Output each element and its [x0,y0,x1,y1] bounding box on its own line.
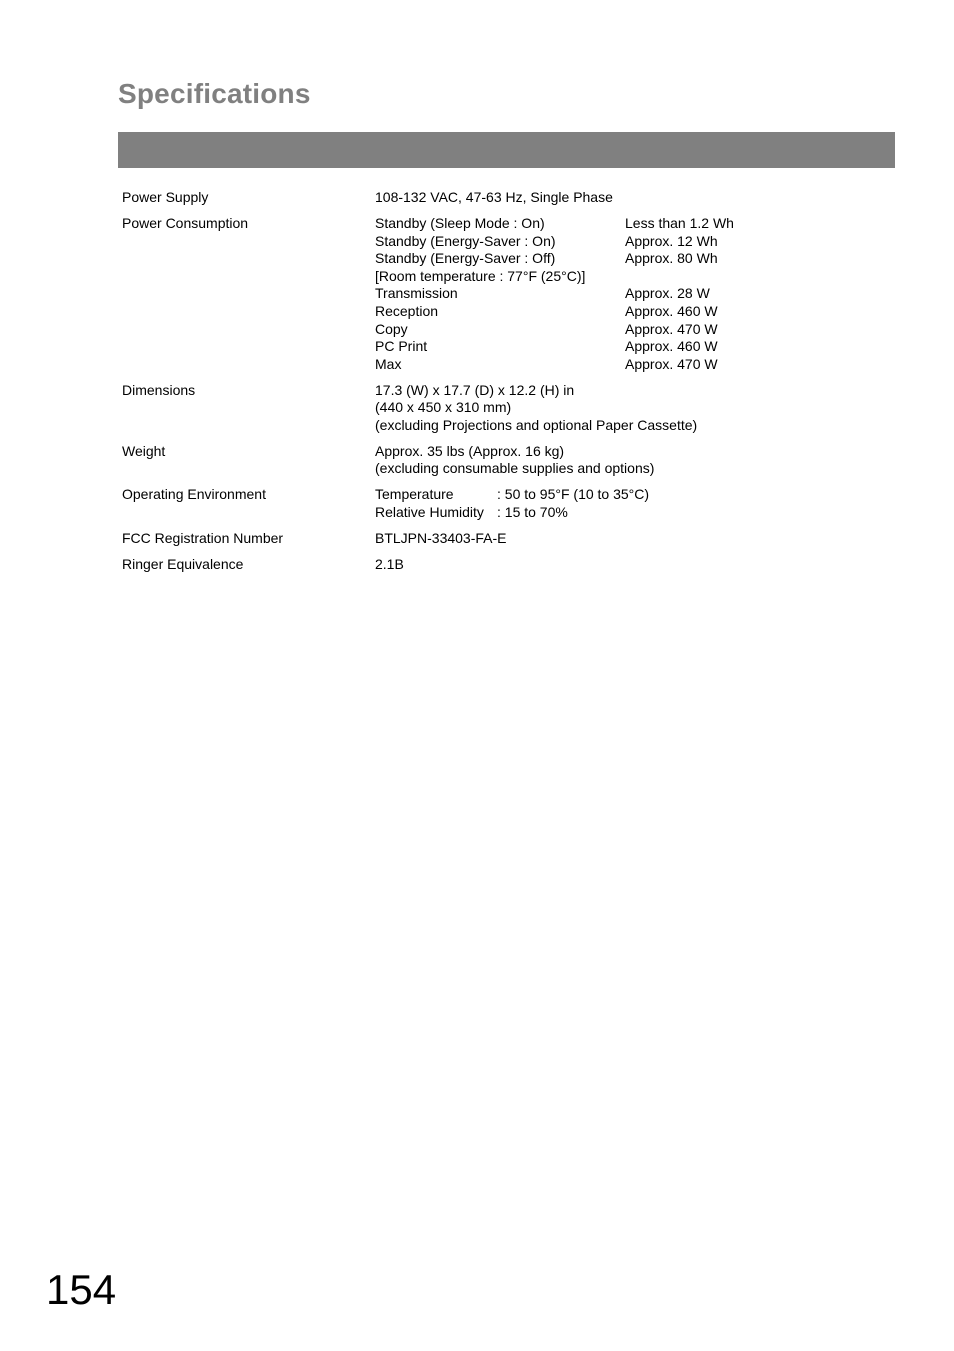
consumption-item [375,233,882,251]
consumption-mode: Standby (Energy-Saver : On) [375,232,556,249]
consumption-value: Approx. 80 Wh [625,250,718,267]
consumption-mode: Reception [375,302,439,319]
consumption-value: Approx. 460 W [625,338,718,355]
spec-value-line: (excluding consumable supplies and options) [375,460,655,477]
consumption-item [375,321,882,339]
spec-label: Ringer Equivalence [122,556,244,573]
spec-label: FCC Registration Number [122,530,284,547]
spec-value-line: (excluding Projections and optional Paper Cassette) [375,416,698,433]
environment-name: Temperature [375,486,454,503]
consumption-value: Approx. 470 W [625,355,718,372]
spec-row-fcc-registration [122,530,882,548]
spec-label: Power Consumption [122,214,249,231]
spec-label: Operating Environment [122,486,266,503]
section-header-bar [118,132,895,168]
spec-value-line: 2.1B [375,556,404,573]
consumption-mode: Standby (Energy-Saver : Off) [375,250,556,267]
spec-row-power-supply [122,189,882,207]
page-number: 154 [46,1266,117,1313]
consumption-item [375,356,882,374]
consumption-value: Approx. 28 W [625,285,710,302]
consumption-mode: PC Print [375,338,428,355]
consumption-item [375,268,882,286]
spec-value [375,382,882,435]
spec-value [375,486,882,521]
specifications-table [122,189,882,582]
spec-value-line: Approx. 35 lbs (Approx. 16 kg) [375,442,565,459]
spec-value [375,189,882,207]
environment-item [375,486,882,504]
spec-row-weight [122,443,882,478]
consumption-item [375,285,882,303]
spec-value-line: (440 x 450 x 310 mm) [375,399,512,416]
consumption-item [375,303,882,321]
consumption-mode: [Room temperature : 77°F (25°C)] [375,267,586,284]
environment-value: : 50 to 95°F (10 to 35°C) [497,486,650,503]
spec-row-operating-environment [122,486,882,521]
environment-item [375,504,882,522]
consumption-item [375,250,882,268]
page-title: Specifications [118,78,311,109]
spec-row-power-consumption [122,215,882,373]
spec-label: Weight [122,442,166,459]
spec-label: Dimensions [122,381,196,398]
consumption-mode: Max [375,355,402,372]
spec-label: Power Supply [122,189,209,205]
spec-value [375,530,882,548]
consumption-item [375,338,882,356]
spec-value-line: 108-132 VAC, 47-63 Hz, Single Phase [375,189,613,205]
consumption-item [375,215,882,233]
environment-name: Relative Humidity [375,504,484,521]
consumption-mode: Standby (Sleep Mode : On) [375,214,545,231]
spec-value [375,443,882,478]
consumption-mode: Copy [375,320,408,337]
spec-row-dimensions [122,382,882,435]
consumption-value: Approx. 470 W [625,320,718,337]
spec-row-ringer-equivalence [122,556,882,574]
consumption-value: Approx. 460 W [625,302,718,319]
spec-value-line: BTLJPN-33403-FA-E [375,530,507,547]
spec-value-line: 17.3 (W) x 17.7 (D) x 12.2 (H) in [375,381,575,398]
consumption-value: Approx. 12 Wh [625,232,718,249]
consumption-value: Less than 1.2 Wh [625,214,734,231]
environment-value: : 15 to 70% [497,504,568,521]
consumption-mode: Transmission [375,285,458,302]
spec-value [375,215,882,373]
spec-value [375,556,882,574]
